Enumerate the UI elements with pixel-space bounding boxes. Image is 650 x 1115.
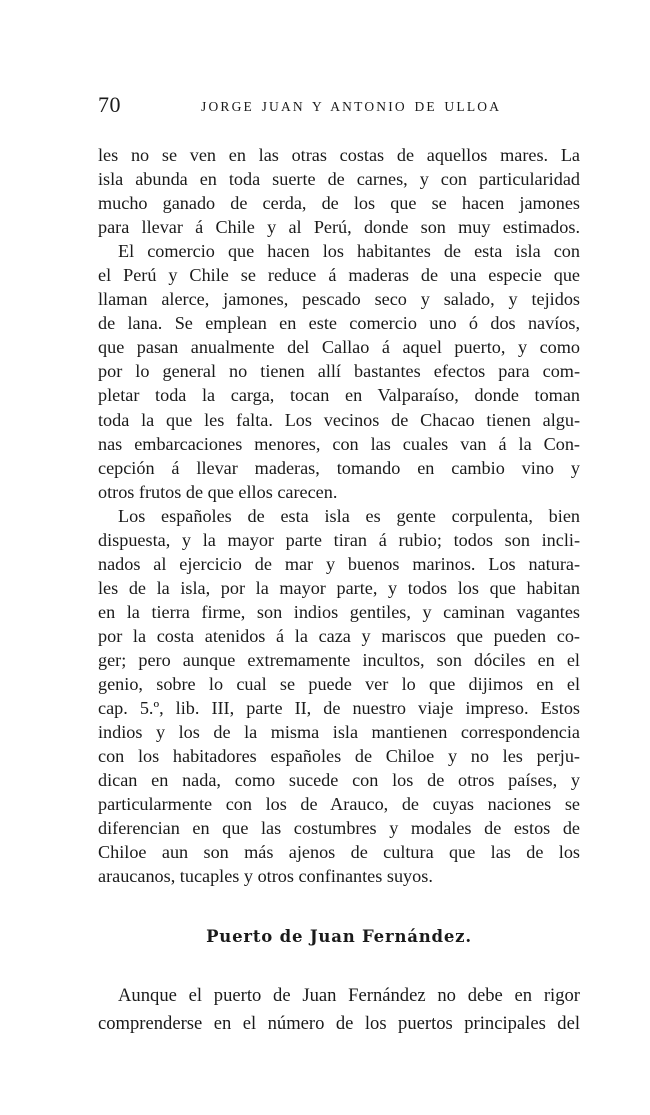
text-line: por la costa atenidos á la caza y mariscos que pueden co- [98,625,580,646]
text-line: nas embarcaciones menores, con las cuales van á la Con- [98,433,580,454]
text-line: otros frutos de que ellos carecen. [98,481,338,502]
text-line: Aunque el puerto de Juan Fernández no debe en rigor [118,985,580,1006]
section-heading: Puerto de Juan Fernández. [206,927,472,946]
text-line: toda la que les falta. Los vecinos de Chacao tienen algu- [98,409,580,430]
text-line: comprenderse en el número de los puertos principales del [98,1012,580,1034]
text-line: isla abunda en toda suerte de carnes, y con particularidad [98,169,580,190]
text-line: con los habitadores españoles de Chiloe y no les perju- [98,746,580,767]
text-line: particularmente con los de Arauco, de cuyas naciones se [98,794,580,815]
text-line: ger; pero aunque extremamente incultos, son dóciles en el [98,649,580,670]
text-line: para llevar á Chile y al Perú, donde son muy estimados. [98,217,580,238]
text-line: pletar toda la carga, tocan en Valparaíso, donde toman [98,385,580,406]
text-line: Chiloe aun son más ajenos de cultura que las de los [98,842,580,863]
section-text [98,982,580,1037]
page-number: 70 [98,92,121,117]
text-line: genio, sobre lo cual se puede ver lo que dijimos en el [98,674,580,695]
text-line: el Perú y Chile se reduce á maderas de una especie que [98,265,580,286]
text-line: mucho ganado de cerda, de los que se hacen jamones [98,193,580,214]
text-line: indios y los de la misma isla mantienen correspondencia [98,722,580,743]
text-line: de lana. Se emplean en este comercio uno ó dos navíos, [98,313,580,334]
text-line: diferencian en que las costumbres y modales de estos de [98,818,580,839]
text-line: les no se ven en las otras costas de aquellos mares. La [98,145,580,165]
text-line: que pasan anualmente del Callao á aquel puerto, y como [98,337,580,358]
running-title: JORGE JUAN Y ANTONIO DE ULLOA [201,99,502,114]
main-text [98,143,580,888]
running-head [98,92,580,126]
text-line: dispuesta, y la mayor parte tiran á rubio; todos son incli- [98,529,580,550]
text-line: cepción á llevar maderas, tomando en cambio vino y [98,457,580,478]
text-line: Los españoles de esta isla es gente corpulenta, bien [118,505,580,526]
text-line: El comercio que hacen los habitantes de esta isla con [118,241,580,262]
text-line: dican en nada, como sucede con los de otros países, y [98,770,580,791]
text-line: en la tierra firme, son indios gentiles, y caminan vagantes [98,601,580,622]
text-line: por lo general no tienen allí bastantes efectos para com- [98,361,580,382]
text-line: cap. 5.º, lib. III, parte II, de nuestro viaje impreso. Estos [98,698,580,719]
text-line: nados al ejercicio de mar y buenos marinos. Los natura- [98,553,580,574]
text-line: les de la isla, por la mayor parte, y todos los que habitan [98,577,580,598]
text-line: llaman alerce, jamones, pescado seco y salado, y tejidos [98,289,580,310]
text-line: araucanos, tucaples y otros confinantes suyos. [98,866,433,887]
